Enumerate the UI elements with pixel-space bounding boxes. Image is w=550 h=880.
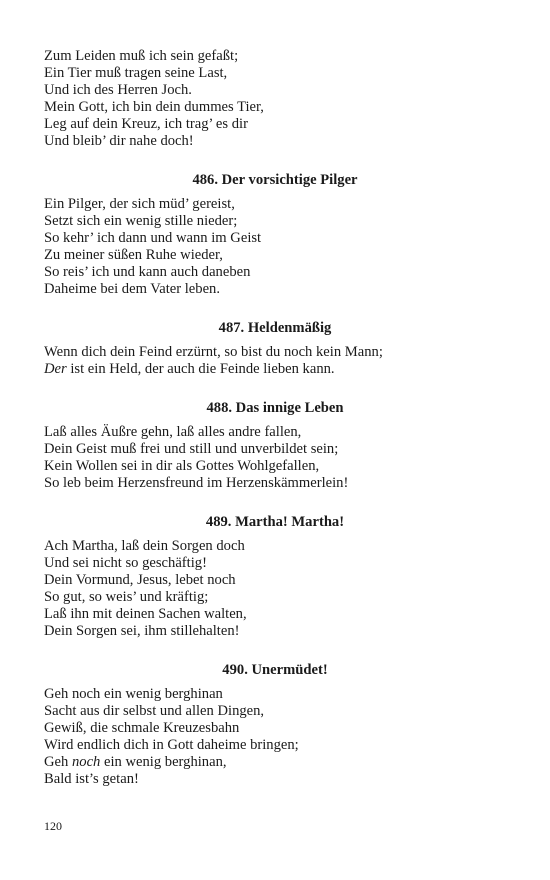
verse-line: So reis’ ich und kann auch daneben (44, 264, 251, 280)
verse-line-start: Geh (44, 754, 72, 770)
verse-line: Kein Wollen sei in dir als Gottes Wohlgefallen, (44, 458, 320, 474)
poem-488 (44, 424, 506, 492)
verse-line: Mein Gott, ich bin dein dummes Tier, (44, 99, 264, 115)
verse-line-rest: ein wenig berghinan, (100, 754, 227, 770)
verse-line: Daheime bei dem Vater leben. (44, 281, 221, 297)
verse-line: Sacht aus dir selbst und allen Dingen, (44, 703, 265, 719)
verse-line: Gewiß, die schmale Kreuzesbahn (44, 720, 240, 736)
verse-line: Ein Tier muß tragen seine Last, (44, 65, 228, 81)
emphasized-word: noch (71, 754, 101, 770)
verse-line: Dein Vormund, Jesus, lebet noch (44, 572, 236, 588)
poem-489 (44, 538, 506, 640)
verse-line: Und ich des Herren Joch. (44, 82, 192, 98)
page-number: 120 (44, 819, 62, 833)
poem-title: 489. Martha! Martha! (205, 514, 345, 530)
verse-line: Laß alles Äußre gehn, laß alles andre fallen, (44, 424, 302, 440)
verse-line: Und bleib’ dir nahe doch! (44, 133, 194, 149)
verse-line: Bald ist’s getan! (44, 771, 139, 787)
verse-line: Ach Martha, laß dein Sorgen doch (44, 538, 245, 554)
verse-line: Dein Geist muß frei und still und unverbildet sein; (44, 441, 339, 457)
verse-line (44, 754, 506, 771)
verse-line: Und sei nicht so geschäftig! (44, 555, 207, 571)
verse-line: Leg auf dein Kreuz, ich trag’ es dir (44, 116, 248, 132)
verse-line: So kehr’ ich dann und wann im Geist (44, 230, 262, 246)
verse-line: So gut, so weis’ und kräftig; (44, 589, 209, 605)
verse-line: Zu meiner süßen Ruhe wieder, (44, 247, 223, 263)
poem-title: 486. Der vorsichtige Pilger (192, 172, 358, 188)
intro-stanza (44, 48, 506, 150)
verse-line: Dein Sorgen sei, ihm stillehalten! (44, 623, 240, 639)
verse-line-rest: ist ein Held, der auch die Feinde lieben kann. (66, 361, 335, 377)
poem-486 (44, 196, 506, 298)
emphasized-word: Der (44, 361, 67, 377)
verse-line: Laß ihn mit deinen Sachen walten, (44, 606, 247, 622)
verse-line: Zum Leiden muß ich sein gefaßt; (44, 48, 239, 64)
verse-line: Geh noch ein wenig berghinan (44, 686, 223, 702)
verse-line: So leb beim Herzensfreund im Herzenskämmerlein! (44, 475, 349, 491)
verse-line: Setzt sich ein wenig stille nieder; (44, 213, 238, 229)
verse-line (44, 361, 506, 378)
poem-title: 490. Unermüdet! (222, 662, 328, 678)
poem-title: 487. Heldenmäßig (218, 320, 332, 336)
verse-line: Ein Pilger, der sich müd’ gereist, (44, 196, 235, 212)
verse-line: Wenn dich dein Feind erzürnt, so bist du noch kein Mann; (44, 344, 383, 360)
book-page (44, 48, 506, 788)
poem-487 (44, 344, 506, 378)
poem-title: 488. Das innige Leben (206, 400, 344, 416)
verse-line: Wird endlich dich in Gott daheime bringen; (44, 737, 299, 753)
poem-490 (44, 686, 506, 788)
